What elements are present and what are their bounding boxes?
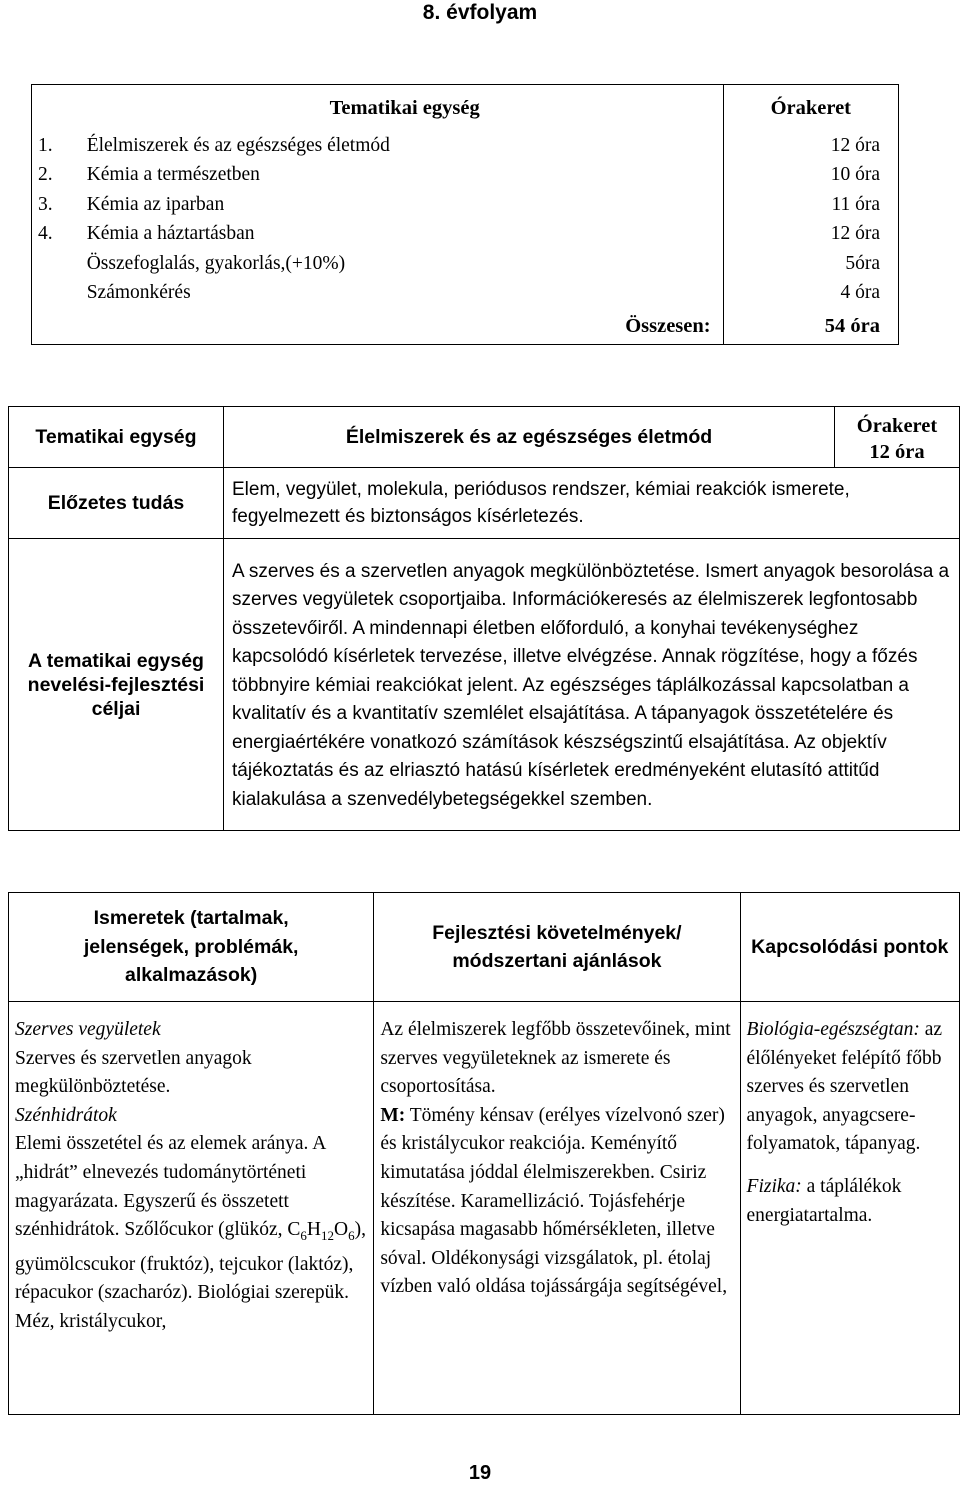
goals-label: A tematikai egység nevelési-fejlesztési céljai — [9, 539, 224, 831]
unit-hours-value: 12 óra — [869, 441, 925, 463]
requirements-cell — [374, 1002, 740, 1415]
overview-header-row — [32, 85, 899, 132]
table-row — [32, 249, 899, 279]
row-number: 3. — [32, 190, 87, 220]
knowledge-text-2: Elemi összetétel és az elemek aránya. A „hidrát” elnevezés tudománytörténeti magyarázata. Egyszerű és összetett szénhidrátok. Szőlőcukor (glükóz, $C_6H_{12}O_6$), gyümölcscukor (fruktóz), tejcukor (laktóz), répacukor (szacharóz). Biológiai szerepük. Méz, kristálycukor, — [15, 1133, 366, 1332]
grade-title: 8. évfolyam — [422, 1, 538, 24]
unit-prior-row — [9, 468, 960, 539]
overview-header-unit: Tematikai egység — [87, 85, 723, 132]
unit-title-row — [9, 407, 960, 468]
row-hours: 12 óra — [723, 131, 898, 161]
connections-cell — [740, 1002, 959, 1415]
row-number — [32, 249, 87, 279]
overview-total-row — [32, 308, 899, 345]
page-number: 19 — [468, 1462, 492, 1484]
content-table — [8, 892, 960, 1415]
knowledge-text-1: Szerves és szervetlen anyagok megkülönböztetése. — [15, 1047, 252, 1098]
row-unit-name: Számonkérés — [87, 279, 723, 309]
connection-physics: Fizika: a táplálékok energiatartalma. — [746, 1175, 902, 1226]
content-row — [9, 1002, 960, 1415]
methods-label: M: — [380, 1104, 406, 1126]
table-row — [32, 131, 899, 161]
prior-knowledge-text: Elem, vegyület, molekula, periódusos rendszer, kémiai reakciók ismerete, fegyelmezett és biztonságos kísérletezés. — [224, 468, 960, 539]
header-knowledge: Ismeretek (tartalmak, jelenségek, problémák, alkalmazások) — [9, 893, 374, 1002]
content-header-row — [9, 893, 960, 1002]
heading-organic-compounds: Szerves vegyületek — [15, 1019, 161, 1040]
unit-hours-box — [835, 407, 960, 468]
header-requirements: Fejlesztési követelmények/ módszertani ajánlások — [374, 893, 740, 1002]
row-number: 4. — [32, 220, 87, 250]
goals-text: A szerves és a szervetlen anyagok megkülönböztetése. Ismert anyagok besorolása a szerves vegyületek csoportjaiba. Információkeresés az élelmiszerek legfontosabb összetevőiről. A mindennapi életben előforduló, a konyhai tevékenységhez kapcsolódó kísérletek tervezése, illetve elvégzése. Annak rögzítése, hogy a főzés többnyire kémiai reakciókat jelent. Az egészséges táplálkozással kapcsolatban a kvalitatív és a kvantitatív szemlélet elsajátítása. A tápanyagok összetételére és energiaértékére vonatkozó számítások készségszintű elsajátítása. Az objektív tájékoztatás és az elriasztó hatású kísérletek eredményeként elutasító attitűd kialakulása a szenvedélybetegségekkel szemben. — [224, 539, 960, 831]
unit-table — [8, 406, 960, 831]
row-number — [32, 279, 87, 309]
unit-hours-label: Órakeret — [856, 415, 938, 437]
row-hours: 4 óra — [723, 279, 898, 309]
prior-knowledge-label: Előzetes tudás — [9, 468, 224, 539]
row-unit-name: Élelmiszerek és az egészséges életmód — [87, 131, 723, 161]
connection-biology: Biológia-egészségtan: az élőlényeket felépítő főbb szerves és szervetlen anyagok, anyagcsere-folyamatok, tápanyag. — [746, 1019, 943, 1155]
row-hours: 11 óra — [723, 190, 898, 220]
requirements-text-1: Az élelmiszerek legfőbb összetevőinek, mint szerves vegyületeknek az ismerete és csoportosítása. — [380, 1019, 731, 1098]
row-hours: 12 óra — [723, 220, 898, 250]
row-number: 1. — [32, 131, 87, 161]
row-unit-name: Kémia az iparban — [87, 190, 723, 220]
table-row — [32, 190, 899, 220]
requirements-text-2: M: Tömény kénsav (erélyes vízelvonó szer) és kristálycukor reakciója. Keményítő kimutatása jóddal élelmiszerekben. Csiriz készítése. Karamellizáció. Tojásfehérje kicsapása magasabb hőmérsékleten, illetve sóval. Oldékonysági vizsgálatok, pl. étolaj vízben való oldása tojássárgája segítségével, — [380, 1104, 728, 1298]
row-unit-name: Kémia a természetben — [87, 161, 723, 191]
table-row — [32, 279, 899, 309]
heading-carbohydrates: Szénhidrátok — [15, 1104, 117, 1126]
overview-total-hours: 54 óra — [723, 308, 898, 345]
table-row — [32, 161, 899, 191]
unit-goals-row — [9, 539, 960, 831]
unit-title: Élelmiszerek és az egészséges életmód — [224, 407, 835, 468]
row-unit-name: Kémia a háztartásban — [87, 220, 723, 250]
table-row — [32, 220, 899, 250]
row-unit-name: Összefoglalás, gyakorlás,(+10%) — [87, 249, 723, 279]
overview-total-label: Összesen: — [87, 308, 723, 345]
overview-header-hours: Órakeret — [723, 85, 898, 132]
row-hours: 10 óra — [723, 161, 898, 191]
row-number: 2. — [32, 161, 87, 191]
row-hours: 5óra — [723, 249, 898, 279]
overview-table — [31, 84, 899, 345]
header-connections: Kapcsolódási pontok — [740, 893, 959, 1002]
knowledge-cell — [9, 1002, 374, 1415]
unit-label: Tematikai egység — [9, 407, 224, 468]
